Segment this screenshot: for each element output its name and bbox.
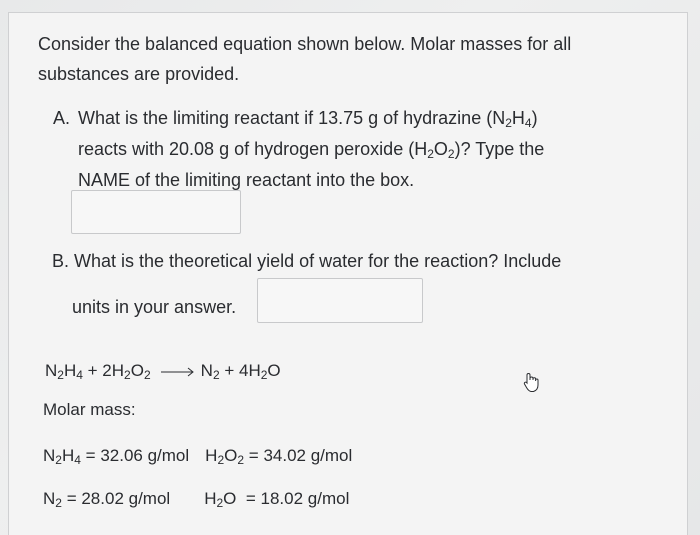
question-a-part: NAME of the limiting reactant into the box. xyxy=(78,170,415,190)
question-a xyxy=(53,103,653,196)
intro-line-2: substances are provided. xyxy=(38,64,240,84)
answer-b-input[interactable] xyxy=(257,278,423,323)
question-a-letter: A. xyxy=(53,108,71,128)
eq-part: N xyxy=(45,361,58,380)
intro-text xyxy=(38,29,658,89)
molar-mass-label: Molar mass: xyxy=(43,400,136,419)
nitrogen-formula: $N_2$ xyxy=(43,489,62,510)
water-mass: = 18.02 g/mol xyxy=(245,489,350,508)
molar-mass-row-1 xyxy=(43,444,352,468)
hydrazine-mass: = 32.06 g/mol xyxy=(85,446,190,465)
eq-part: + 2H xyxy=(82,361,125,380)
subscript: 2 xyxy=(212,368,220,382)
subscript: 2 xyxy=(260,368,268,382)
eq-part: + 4H xyxy=(219,361,261,380)
mouse-pointer-icon xyxy=(522,372,544,394)
hydrazine-formula: $N_2H_4$ xyxy=(43,446,81,467)
eq-part: N xyxy=(200,361,213,380)
subscript: 2 xyxy=(55,453,62,467)
intro-line-1: Consider the balanced equation shown below. Molar masses for all xyxy=(38,34,572,54)
subscript: 2 xyxy=(124,368,131,382)
eq-part: O xyxy=(130,361,144,380)
subscript: 4 xyxy=(524,116,532,130)
question-b-line-2: units in your answer. xyxy=(72,297,237,317)
subscript: 2 xyxy=(57,368,64,382)
question-a-part: ) xyxy=(531,108,538,128)
subscript: 2 xyxy=(55,496,62,510)
molar-mass-row-2 xyxy=(43,487,349,511)
subscript: 2 xyxy=(217,453,225,467)
subscript: 2 xyxy=(447,147,455,161)
subscript: 4 xyxy=(74,453,81,467)
water-formula: $H_2O$ xyxy=(204,489,237,510)
question-card xyxy=(8,12,688,535)
question-a-part: )? Type the xyxy=(454,139,545,159)
peroxide-mass: = 34.02 g/mol xyxy=(248,446,353,465)
question-b-line-1: B. What is the theoretical yield of water for the reaction? Include xyxy=(52,251,562,271)
question-a-part: H xyxy=(511,108,525,128)
question-a-text xyxy=(78,103,653,196)
subscript: 2 xyxy=(505,116,512,130)
reaction-arrow-icon xyxy=(161,366,195,378)
answer-a-input[interactable] xyxy=(71,190,241,234)
subscript: 2 xyxy=(237,453,245,467)
subscript: 2 xyxy=(143,368,151,382)
peroxide-formula: $H_2O_2$ xyxy=(205,446,245,467)
question-a-part: reacts with 20.08 g of hydrogen peroxide (H xyxy=(78,139,428,159)
question-a-part: What is the limiting reactant if 13.75 g of hydrazine (N xyxy=(78,108,506,128)
eq-part: O xyxy=(267,361,281,380)
question-a-part: O xyxy=(433,139,448,159)
balanced-equation xyxy=(45,359,281,383)
nitrogen-mass: = 28.02 g/mol xyxy=(66,489,171,508)
subscript: 2 xyxy=(427,147,434,161)
eq-part: H xyxy=(63,361,77,380)
subscript: 2 xyxy=(216,496,224,510)
subscript: 4 xyxy=(76,368,83,382)
